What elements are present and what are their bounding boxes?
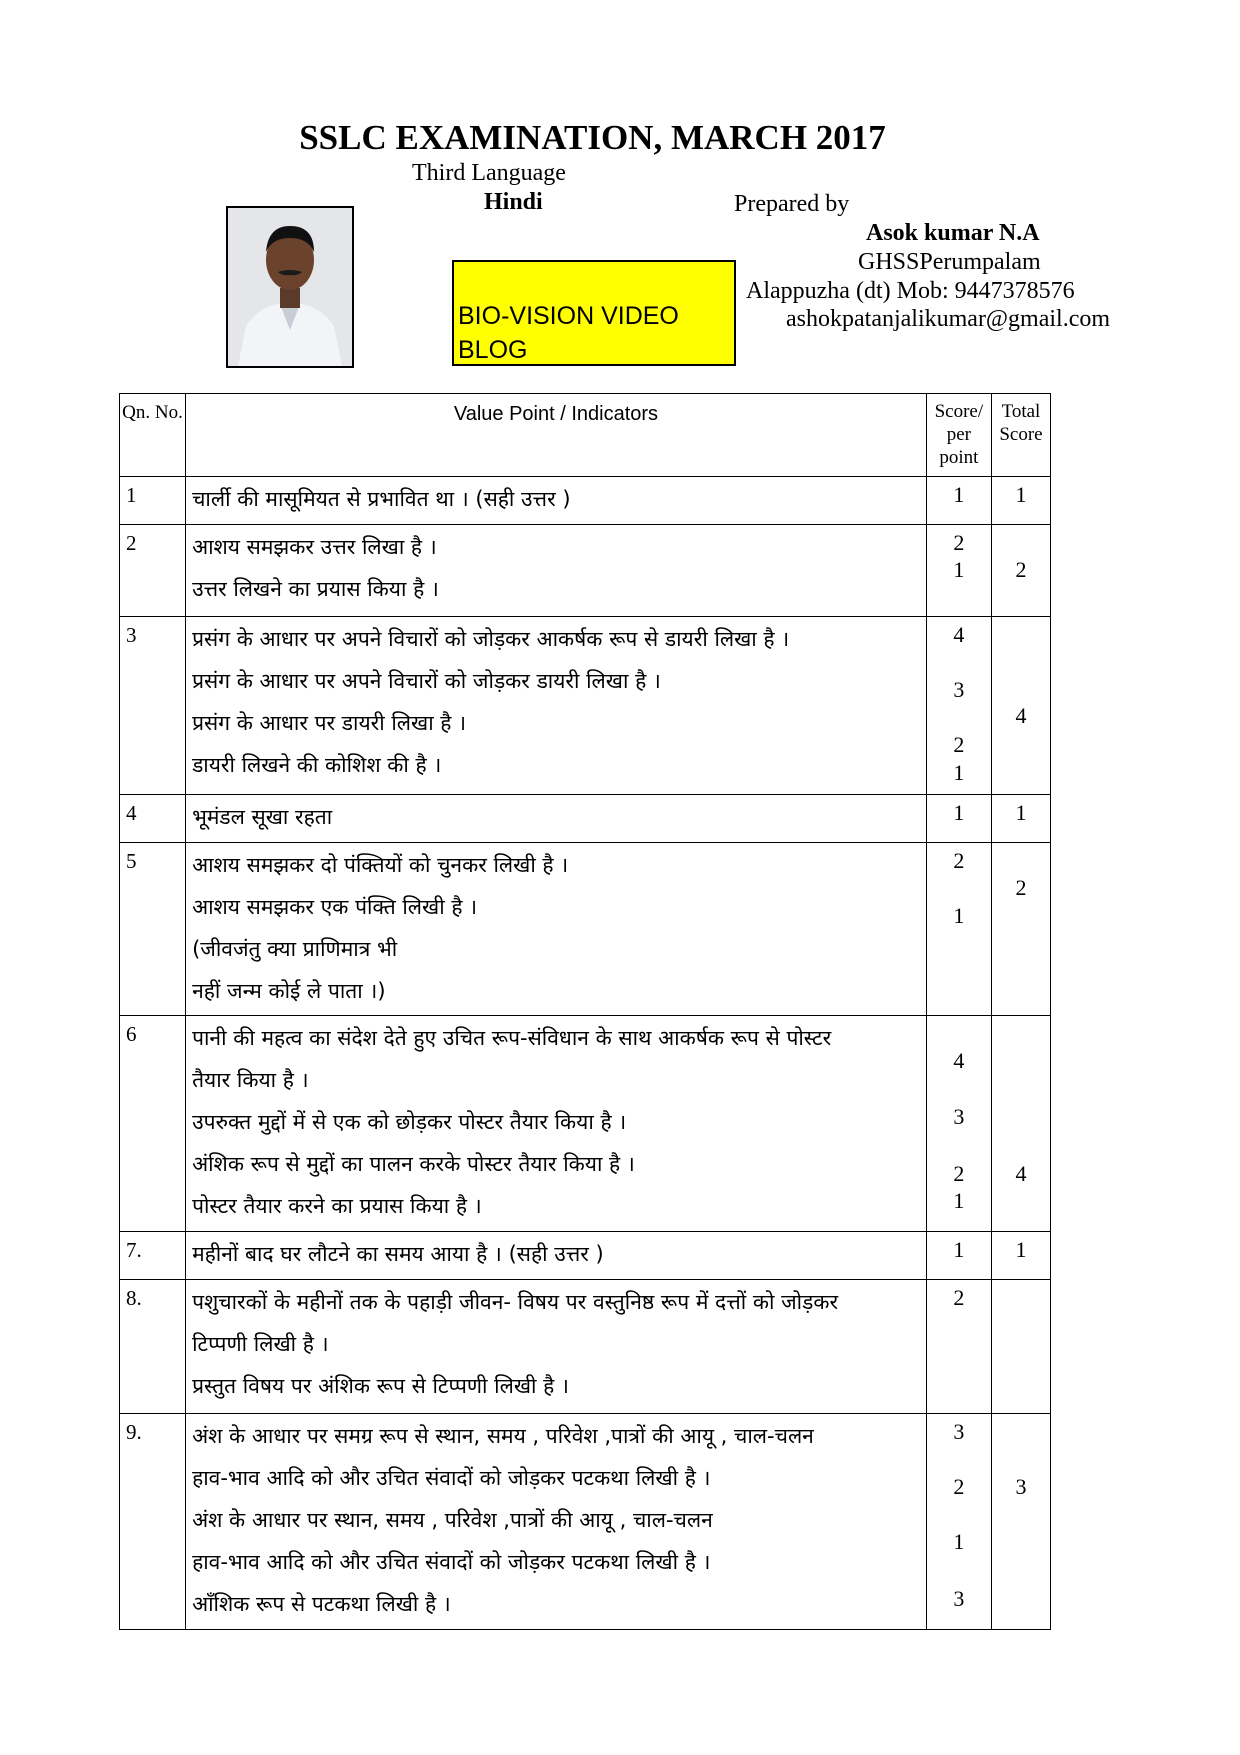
indicator-line: आँशिक रूप से पटकथा लिखी है ।: [192, 1592, 451, 1616]
score-per-point-cell: [926, 1232, 991, 1280]
total-score-value: 1: [1015, 800, 1027, 825]
score-value: 3: [953, 1104, 965, 1129]
indicator-line: नहीं जन्म कोई ले पाता ।): [192, 979, 386, 1003]
indicator-line: प्रसंग के आधार पर डायरी लिखा है ।: [192, 711, 467, 735]
score-per-point-cell: [926, 525, 991, 617]
indicator-line: आशय समझकर दो पंक्तियों को चुनकर लिखी है ।: [192, 853, 569, 877]
header-indicators: Value Point / Indicators: [186, 394, 927, 477]
total-score-value: 2: [1015, 557, 1027, 582]
indicator-line: (जीवजंतु क्या प्राणिमात्र भी: [192, 937, 398, 961]
prepared-by-label: Prepared by: [734, 191, 850, 217]
score-value: 2: [953, 732, 965, 757]
table-row: [120, 1232, 1051, 1280]
indicator-line: हाव-भाव आदि को और उचित संवादों को जोड़कर पटकथा लिखी है ।: [192, 1466, 711, 1490]
indicator-line: अंश के आधार पर समग्र रूप से स्थान, समय , परिवेश ,पात्रों की आयू , चाल-चलन: [192, 1424, 814, 1448]
total-score-value: 4: [1015, 1161, 1027, 1186]
score-value: 4: [953, 1048, 965, 1073]
author-name: Asok kumar N.A: [866, 220, 1040, 246]
score-per-point-cell: [926, 843, 991, 1016]
indicator-line: प्रसंग के आधार पर अपने विचारों को जोड़कर आकर्षक रूप से डायरी लिखा है ।: [192, 627, 790, 651]
question-number: 5: [120, 843, 186, 1016]
table-row: [120, 795, 1051, 843]
page-title: SSLC EXAMINATION, MARCH 2017: [299, 118, 886, 157]
question-number: 7.: [120, 1232, 186, 1280]
score-value: 1: [953, 1237, 965, 1262]
indicator-line: पशुचारकों के महीनों तक के पहाड़ी जीवन- विषय पर वस्तुनिष्ठ रूप में दत्तों को जोड़कर: [192, 1290, 839, 1314]
total-score-cell: [991, 843, 1050, 1016]
indicator-line: डायरी लिखने की कोशिश की है ।: [192, 753, 442, 777]
score-value: 1: [953, 1188, 965, 1213]
exam-subject: Hindi: [484, 189, 543, 215]
total-score-cell: [991, 477, 1050, 525]
indicator-line: अंश के आधार पर स्थान, समय , परिवेश ,पात्रों की आयू , चाल-चलन: [192, 1508, 713, 1532]
total-score-value: 4: [1015, 703, 1027, 728]
question-number: 1: [120, 477, 186, 525]
indicator-line: आशय समझकर उत्तर लिखा है ।: [192, 535, 437, 559]
indicator-line: उपरुक्त मुद्दों में से एक को छोड़कर पोस्टर तैयार किया है ।: [192, 1110, 627, 1134]
author-photo: [226, 206, 354, 368]
total-score-cell: [991, 1232, 1050, 1280]
question-number: 2: [120, 525, 186, 617]
question-number: 8.: [120, 1280, 186, 1414]
exam-language-level: Third Language: [412, 160, 566, 186]
table-row: [120, 617, 1051, 795]
score-value: 2: [953, 848, 965, 873]
score-value: 1: [953, 760, 965, 785]
table-row: [120, 843, 1051, 1016]
indicator-line: तैयार किया है ।: [192, 1068, 309, 1092]
header-score-per-point: Score/ per point: [926, 394, 991, 477]
score-per-point-cell: [926, 795, 991, 843]
total-score-value: 1: [1015, 482, 1027, 507]
indicator-line: पोस्टर तैयार करने का प्रयास किया है ।: [192, 1194, 482, 1218]
indicator-cell: [186, 795, 927, 843]
score-value: 1: [953, 482, 965, 507]
score-value: 1: [953, 903, 965, 928]
indicator-line: महीनों बाद घर लौटने का समय आया है । (सही उत्तर ): [192, 1242, 604, 1266]
total-score-cell: [991, 795, 1050, 843]
author-email: ashokpatanjalikumar@gmail.com: [786, 306, 1111, 332]
score-per-point-cell: [926, 1414, 991, 1630]
total-score-cell: [991, 1016, 1050, 1232]
total-score-cell: [991, 1280, 1050, 1414]
header-question-number: Qn. No.: [120, 394, 186, 477]
score-value: 1: [953, 800, 965, 825]
score-value: 2: [953, 1285, 965, 1310]
indicator-line: अंशिक रूप से मुद्दों का पालन करके पोस्टर तैयार किया है ।: [192, 1152, 635, 1176]
indicator-cell: [186, 1414, 927, 1630]
blog-banner: [452, 260, 736, 366]
table-row: [120, 1280, 1051, 1414]
indicator-cell: [186, 617, 927, 795]
table-row: [120, 477, 1051, 525]
blog-banner-label: BIO-VISION VIDEO BLOG: [458, 302, 679, 364]
indicator-cell: [186, 1280, 927, 1414]
question-number: 4: [120, 795, 186, 843]
table-row: [120, 1016, 1051, 1232]
table-header-row: [120, 394, 1051, 477]
score-value: 2: [953, 1474, 965, 1499]
score-value: 4: [953, 622, 965, 647]
person-icon: [228, 208, 352, 366]
indicator-line: पानी की महत्व का संदेश देते हुए उचित रूप-संविधान के साथ आकर्षक रूप से पोस्टर: [192, 1026, 832, 1050]
score-value: 2: [953, 1161, 965, 1186]
indicator-cell: [186, 1016, 927, 1232]
score-per-point-cell: [926, 1016, 991, 1232]
score-per-point-cell: [926, 477, 991, 525]
question-number: 3: [120, 617, 186, 795]
indicator-line: प्रसंग के आधार पर अपने विचारों को जोड़कर डायरी लिखा है ।: [192, 669, 661, 693]
author-school: GHSSPerumpalam: [858, 249, 1041, 275]
total-score-value: 2: [1015, 875, 1027, 900]
indicator-line: टिप्पणी लिखी है ।: [192, 1332, 329, 1356]
indicator-cell: [186, 525, 927, 617]
header-total-score: Total Score: [991, 394, 1050, 477]
total-score-value: 1: [1015, 1237, 1027, 1262]
score-value: 3: [953, 1419, 965, 1444]
indicator-line: उत्तर लिखने का प्रयास किया है ।: [192, 577, 439, 601]
question-number: 6: [120, 1016, 186, 1232]
total-score-value: 3: [1015, 1474, 1027, 1499]
total-score-cell: [991, 617, 1050, 795]
total-score-cell: [991, 525, 1050, 617]
author-address: Alappuzha (dt) Mob: 9447378576: [746, 278, 1075, 304]
score-value: 1: [953, 557, 965, 582]
score-per-point-cell: [926, 1280, 991, 1414]
table-row: [120, 525, 1051, 617]
table-row: [120, 1414, 1051, 1630]
indicator-cell: [186, 477, 927, 525]
total-score-cell: [991, 1414, 1050, 1630]
indicator-line: प्रस्तुत विषय पर अंशिक रूप से टिप्पणी लिखी है ।: [192, 1374, 569, 1398]
indicator-cell: [186, 843, 927, 1016]
score-value: 2: [953, 530, 965, 555]
indicator-line: चार्ली की मासूमियत से प्रभावित था । (सही उत्तर ): [192, 487, 571, 511]
question-number: 9.: [120, 1414, 186, 1630]
indicator-line: हाव-भाव आदि को और उचित संवादों को जोड़कर पटकथा लिखी है ।: [192, 1550, 711, 1574]
score-value: 3: [953, 677, 965, 702]
score-value: 3: [953, 1586, 965, 1611]
indicator-cell: [186, 1232, 927, 1280]
indicator-line: भूमंडल सूखा रहता: [192, 805, 333, 829]
marking-scheme-table: [119, 393, 1051, 1630]
indicator-line: आशय समझकर एक पंक्ति लिखी है ।: [192, 895, 478, 919]
score-value: 1: [953, 1529, 965, 1554]
score-per-point-cell: [926, 617, 991, 795]
